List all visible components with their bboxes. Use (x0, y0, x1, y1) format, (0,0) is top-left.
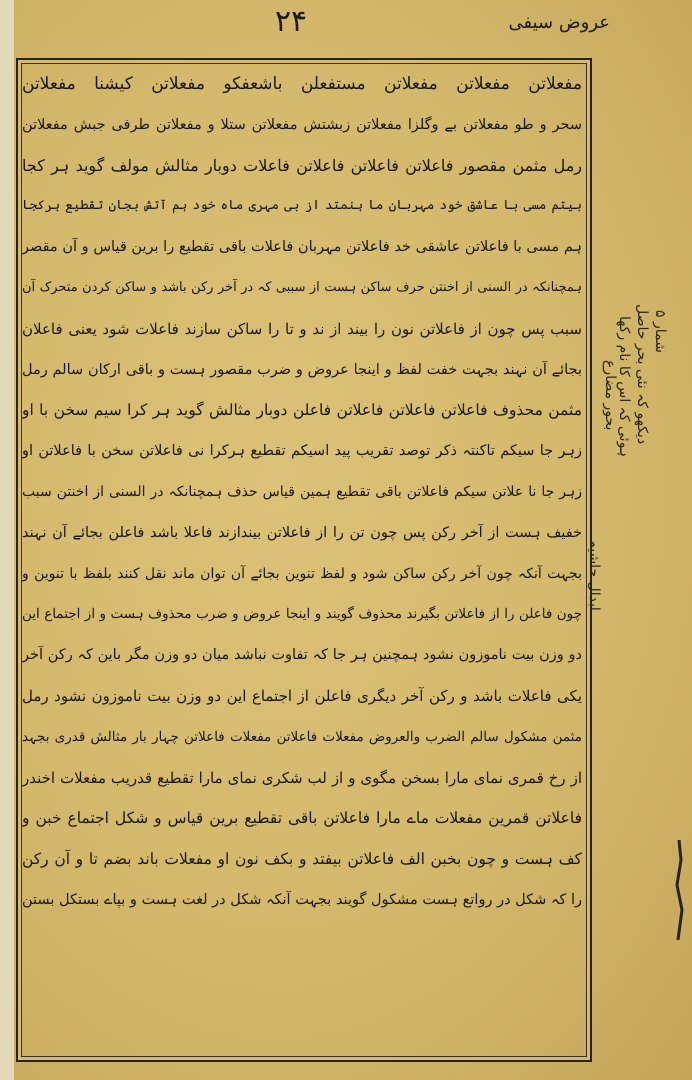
margin-note: ہوئی کہ اس کا نام رکھا (616, 316, 632, 458)
text-line: بجائے آن نہند بجہت خفت لفظ و اینجا عروض و ضرب مقصور ہست و باقی ارکان سالم رمل (22, 361, 582, 378)
text-line: بیتم مسی با عاشق خود مہربان ما ہنمتد از بی مہری ماہ خود ہم آتش بجان تقطیع ہرکجا (22, 198, 582, 214)
text-line: بجہت آنکہ چون آخر رکن ساکن شود و لفظ تنوین بجائے آن توان ماند نقل کنند بلفظ با تنوین و (22, 565, 582, 582)
text-line: مفعلاتن مفعلاتن مفعلاتن مستفعلن باشعفکو مفعلاتن کیشنا مفعلاتن (22, 74, 582, 94)
margin-note: شمار ۵ (652, 310, 668, 353)
text-line: ہم مسی با فاعلاتن عاشقی خد فاعلاتن مہربان فاعلات باقی تقطیع را برین قیاس و آن مقصر (22, 239, 582, 256)
text-line: خفیف ہست از آخر رکن پس چون تن را از فاعلاتن بیندازند فاعلا باشد فاعلن بجائے آن نہند (22, 524, 582, 541)
text-line: را کہ شکل در رواتع ہست مشکول گویند بجہت آنکہ شکل در لغت ہست و بپاے بستکل بستن (22, 891, 582, 908)
text-line: سبب پس چون از فاعلاتن نون را بیند از ند و تا را ساکن سازند فاعلات شود یعنی فاعلان (22, 319, 582, 338)
text-line: از رخ قمری نمای مارا بسخن مگوی و از لب شکری نمای مارا تقطیع قدریب مفعلات اخندر (22, 768, 582, 787)
text-line: رمل مثمن مقصور فاعلاتن فاعلاتن فاعلاتن فاعلات دوبار مثالش مولف گوید ہر کجا (22, 155, 582, 175)
text-line: زہر جا سیکم تاکنتہ ذکر توصد تقریب پید اسیکم تقطیع ہرکرا نی فاعلاتن سخن با فاعلاتن او (22, 443, 582, 460)
text-line: یکی فاعلات باشد و رکن آخر دیگری فاعلن از اجتماع این دو وزن بیت ناموزون نشود رمل (22, 686, 582, 705)
page-gutter (0, 0, 14, 1080)
margin-note: بحور مضارع (602, 360, 618, 431)
text-line: ہمچنانکہ در السنی از اخنتن حرف ساکن ہست از سببی کہ در آخر رکن باشد و ساکن کردن متحرک آن (22, 279, 582, 295)
main-text-block (22, 64, 582, 1054)
text-line: زہر جا نا علاتن سیکم فاعلاتن باقی تقطیع ہمین قیاس حذف ہمچنانکہ در السنی از اخنتن سبب (22, 483, 582, 500)
page-header (0, 4, 692, 44)
running-head: عروض سیفی (508, 12, 610, 33)
page-number: ۲۴ (274, 4, 308, 39)
text-line: دو وزن بیت ناموزون نشود ہمچنین ہر جا کہ تفاوت نباشد میان دو وزن مگر باین کہ رکن آخر (22, 647, 582, 664)
margin-note: دیکھو کہ نئی بحر حاصل (634, 304, 650, 445)
edge-ink-mark (674, 840, 684, 940)
margin-note: ابدال حاشیہ (586, 540, 602, 611)
text-line: سحر و طو مفعلاتن بے وگلزا مفعلاتن زبشتش مفعلاتن ستلا و مفعلاتن طرفی جبش مفعلاتن (22, 116, 582, 133)
text-line: فاعلاتن قمرین مفعلات ماے مارا فاعلاتن باقی تقطیع برین قیاس و شکل اجتماع خبن و (22, 809, 582, 828)
margin-notes (586, 300, 688, 730)
text-line: مثمن مشکول سالم الضرب والعروض مفعلات فاعلاتن مفعلات فاعلاتن چہار بار مثالش قدری بجہد (22, 728, 582, 745)
text-line: کف ہست و چون بخبن الف فاعلاتن بیفتد و بکف نون او مفعلات باند بضم تا و آن رکن (22, 850, 582, 869)
text-line: مثمن محذوف فاعلاتن فاعلاتن فاعلاتن فاعلن دوبار مثالش گوید ہر کرا سیم سخن با او (22, 401, 582, 420)
text-line: چون فاعلن را از فاعلاتن بگیرند محذوف گویند و اینجا عروض و ضرب محذوف ہست و از اجتماع این (22, 606, 582, 623)
